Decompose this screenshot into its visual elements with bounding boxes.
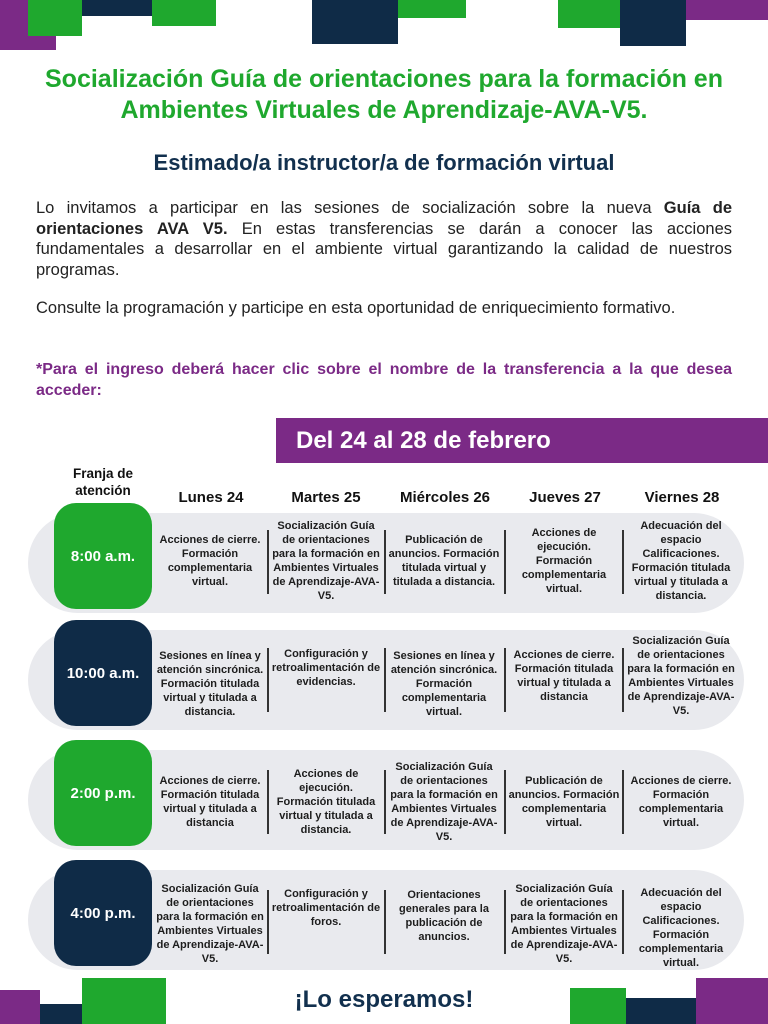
column-divider: [384, 770, 386, 834]
column-divider: [504, 890, 506, 954]
page-subtitle: Estimado/a instructor/a de formación virtual: [153, 150, 615, 175]
guide-name: Guía de orientaciones AVA V5.: [36, 199, 732, 238]
franja-header: Franja de atención: [72, 466, 134, 498]
decor-block: [82, 0, 152, 16]
decor-block: [686, 0, 768, 20]
session-link[interactable]: Socialización Guía de orientaciones para la formación en Ambientes Virtuales de Aprendizaje-AVA-V5.: [510, 883, 618, 965]
column-divider: [384, 648, 386, 712]
column-divider: [384, 890, 386, 954]
column-divider: [267, 770, 269, 834]
intro-paragraph-2: Consulte la programación y participe en esta oportunidad de enriquecimiento formativo.: [36, 299, 676, 317]
column-divider: [384, 530, 386, 594]
day-header: Jueves 27: [529, 489, 601, 506]
column-divider: [267, 890, 269, 954]
session-link[interactable]: Adecuación del espacio Calificaciones. Formación complementaria virtual.: [638, 887, 724, 969]
column-divider: [622, 530, 624, 594]
page-title: Socialización Guía de orientaciones para la formación en Ambientes Virtuales de Aprendizaje-AVA-V5.: [45, 65, 723, 124]
session-link[interactable]: Acciones de cierre. Formación titulada virtual y titulada a distancia: [159, 775, 261, 829]
session-link[interactable]: Socialización Guía de orientaciones para la formación en Ambientes Virtuales de Aprendizaje-AVA-V5.: [627, 635, 735, 717]
column-divider: [504, 530, 506, 594]
intro-text: Lo invitamos a participar en las sesiones de socialización sobre la nueva: [36, 199, 664, 217]
session-link[interactable]: Acciones de ejecución. Formación titulada virtual y titulada a distancia.: [276, 768, 376, 836]
column-divider: [267, 530, 269, 594]
day-header: Martes 25: [291, 489, 361, 506]
column-divider: [267, 648, 269, 712]
column-divider: [622, 770, 624, 834]
session-link[interactable]: Acciones de ejecución. Formación complementaria virtual.: [521, 527, 607, 595]
time-slot: 8:00 a.m.: [54, 503, 152, 609]
session-link[interactable]: Acciones de cierre. Formación complementaria virtual.: [159, 534, 261, 588]
decor-block: [558, 0, 620, 28]
session-link[interactable]: Configuración y retroalimentación de foros.: [271, 888, 381, 928]
access-note: *Para el ingreso deberá hacer clic sobre el nombre de la transferencia a la que desea acceder:: [36, 361, 732, 399]
day-header: Lunes 24: [178, 489, 244, 506]
decor-block: [312, 0, 398, 44]
session-link[interactable]: Sesiones en línea y atención sincrónica. Formación titulada virtual y titulada a distancia.: [156, 650, 264, 718]
session-link[interactable]: Publicación de anuncios. Formación titulada virtual y titulada a distancia.: [388, 534, 500, 588]
decor-block: [620, 0, 686, 46]
column-divider: [622, 890, 624, 954]
column-divider: [504, 648, 506, 712]
time-slot: 10:00 a.m.: [54, 620, 152, 726]
session-link[interactable]: Acciones de cierre. Formación titulada virtual y titulada a distancia: [513, 649, 615, 703]
time-slot: 4:00 p.m.: [54, 860, 152, 966]
session-link[interactable]: Sesiones en línea y atención sincrónica. Formación complementaria virtual.: [390, 650, 498, 718]
intro-paragraph: [36, 198, 732, 280]
decor-block: [398, 0, 466, 18]
session-link[interactable]: Socialización Guía de orientaciones para la formación en Ambientes Virtuales de Aprendizaje-AVA-V5.: [156, 883, 264, 965]
session-link[interactable]: Socialización Guía de orientaciones para la formación en Ambientes Virtuales de Aprendizaje-AVA-V5.: [272, 520, 380, 602]
intro-text: En estas transferencias se darán a conocer las acciones fundamentales a desarrollar en el ambiente virtual garantizando la calidad de nuestros programas.: [36, 219, 732, 279]
session-link[interactable]: Acciones de cierre. Formación complementaria virtual.: [630, 775, 732, 829]
session-link[interactable]: Adecuación del espacio Calificaciones. Formación titulada virtual y titulada a distancia.: [631, 520, 731, 602]
session-link[interactable]: Orientaciones generales para la publicación de anuncios.: [399, 889, 489, 943]
time-slot: 2:00 p.m.: [54, 740, 152, 846]
day-header: Viernes 28: [644, 489, 720, 506]
session-link[interactable]: Publicación de anuncios. Formación complementaria virtual.: [508, 775, 620, 829]
date-banner: Del 24 al 28 de febrero: [276, 418, 768, 463]
column-divider: [504, 770, 506, 834]
session-link[interactable]: Socialización Guía de orientaciones para la formación en Ambientes Virtuales de Aprendizaje-AVA-V5.: [390, 761, 498, 843]
column-divider: [622, 648, 624, 712]
day-header: Miércoles 26: [399, 489, 491, 506]
decor-block: [152, 0, 216, 26]
closing-message: ¡Lo esperamos!: [294, 986, 474, 1013]
decor-block: [28, 0, 82, 36]
session-link[interactable]: Configuración y retroalimentación de evidencias.: [271, 648, 381, 688]
